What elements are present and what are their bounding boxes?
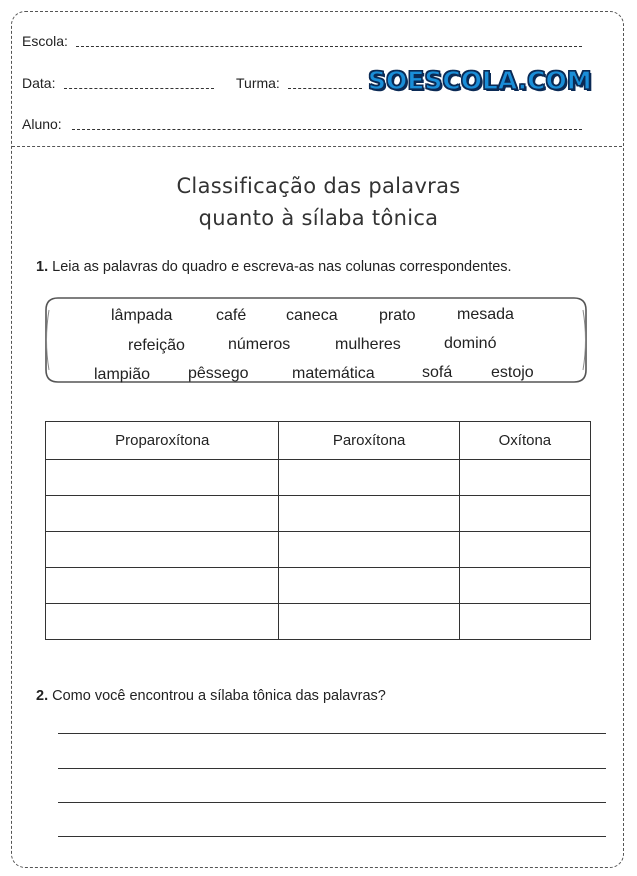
turma-field[interactable] xyxy=(288,88,362,89)
column-header-paroxitona: Paroxítona xyxy=(279,422,459,460)
question-2-text: Como você encontrou a sílaba tônica das palavras? xyxy=(52,688,386,704)
word-item: sofá xyxy=(422,364,453,381)
word-item: números xyxy=(228,336,291,353)
word-item: café xyxy=(216,307,247,324)
table-header-row xyxy=(46,422,591,460)
word-box xyxy=(44,296,588,384)
answer-cell[interactable] xyxy=(459,568,590,604)
table-row xyxy=(46,568,591,604)
answer-cell[interactable] xyxy=(46,460,279,496)
escola-label: Escola: xyxy=(22,33,68,49)
word-item: matemática xyxy=(292,365,375,382)
word-item: caneca xyxy=(286,307,338,324)
answer-cell[interactable] xyxy=(279,568,459,604)
data-label: Data: xyxy=(22,75,56,91)
data-field[interactable] xyxy=(64,88,214,89)
question-2 xyxy=(36,688,386,704)
question-1-number: 1. xyxy=(36,259,49,275)
soescola-logo: SOESCOLA.COM xyxy=(368,66,592,95)
word-item: prato xyxy=(379,307,416,324)
aluno-field[interactable] xyxy=(72,129,582,130)
table-row xyxy=(46,496,591,532)
answer-cell[interactable] xyxy=(46,604,279,640)
page-title-line1: Classificação das palavras xyxy=(176,174,461,198)
answer-cell[interactable] xyxy=(279,460,459,496)
answer-cell[interactable] xyxy=(459,532,590,568)
word-item: estojo xyxy=(491,364,534,381)
answer-line[interactable] xyxy=(58,836,606,837)
answer-cell[interactable] xyxy=(459,496,590,532)
table-row xyxy=(46,604,591,640)
answer-cell[interactable] xyxy=(279,496,459,532)
word-item: dominó xyxy=(444,335,497,352)
word-item: lampião xyxy=(94,366,151,383)
escola-field[interactable] xyxy=(76,46,582,47)
answer-cell[interactable] xyxy=(46,568,279,604)
table-row xyxy=(46,532,591,568)
aluno-label: Aluno: xyxy=(22,116,62,132)
word-item: lâmpada xyxy=(111,307,173,324)
answer-line[interactable] xyxy=(58,733,606,734)
header-divider xyxy=(12,146,622,147)
answer-line[interactable] xyxy=(58,802,606,803)
word-item: pêssego xyxy=(188,365,249,382)
answer-cell[interactable] xyxy=(459,460,590,496)
answer-cell[interactable] xyxy=(46,532,279,568)
answer-cell[interactable] xyxy=(46,496,279,532)
answer-cell[interactable] xyxy=(459,604,590,640)
question-1 xyxy=(36,259,512,275)
column-header-proparoxitona: Proparoxítona xyxy=(46,422,279,460)
word-item: refeição xyxy=(128,337,185,354)
answer-cell[interactable] xyxy=(279,604,459,640)
question-1-text: Leia as palavras do quadro e escreva-as nas colunas correspondentes. xyxy=(52,259,512,275)
answer-line[interactable] xyxy=(58,768,606,769)
classification-table xyxy=(45,421,591,640)
word-item: mesada xyxy=(457,306,514,323)
word-item: mulheres xyxy=(335,336,401,353)
page-title-line2: quanto à sílaba tônica xyxy=(198,206,439,230)
turma-label: Turma: xyxy=(236,75,280,91)
column-header-oxitona: Oxítona xyxy=(459,422,590,460)
answer-cell[interactable] xyxy=(279,532,459,568)
table-row xyxy=(46,460,591,496)
question-2-number: 2. xyxy=(36,688,49,704)
